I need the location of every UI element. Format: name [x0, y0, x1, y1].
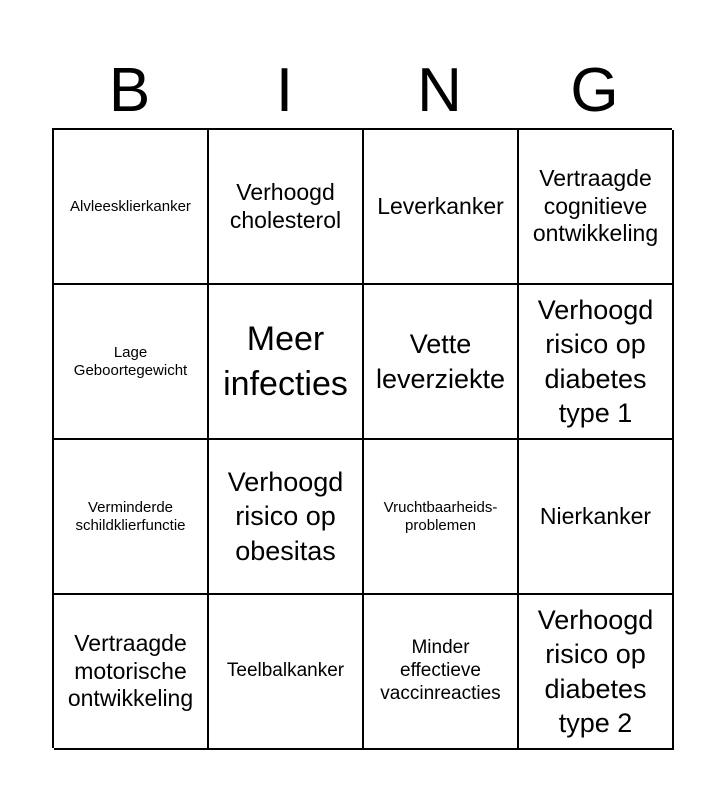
bingo-cell[interactable]: [364, 440, 519, 595]
cell-label: Vruchtbaarheids-problemen: [383, 498, 498, 534]
header-letter-b: B: [108, 56, 151, 125]
bingo-cell[interactable]: [54, 440, 209, 595]
bingo-cell[interactable]: [54, 285, 209, 440]
cell-label: Vette leverziekte: [375, 329, 506, 394]
bingo-cell[interactable]: [209, 130, 364, 285]
cell-label: Alvleesklierkanker: [70, 197, 191, 215]
cell-label: Leverkanker: [377, 192, 504, 219]
bingo-board: [52, 128, 672, 748]
bingo-cell[interactable]: [519, 440, 674, 595]
cell-label: Verhoogd risico op obesitas: [227, 467, 344, 566]
cell-label: Minder effectieve vaccinreacties: [380, 637, 501, 704]
header-letter-n: N: [417, 56, 462, 125]
bingo-cell[interactable]: [54, 595, 209, 750]
bingo-cell[interactable]: [364, 595, 519, 750]
cell-label: Verhoogd cholesterol: [229, 178, 342, 233]
cell-label: Verhoogd risico op diabetes type 1: [537, 294, 654, 428]
bingo-cell[interactable]: [519, 595, 674, 750]
cell-label: Meer infecties: [223, 320, 348, 403]
cell-label: Teelbalkanker: [226, 660, 345, 682]
bingo-cell[interactable]: [364, 130, 519, 285]
header-letter-g: G: [570, 56, 619, 125]
bingo-cell[interactable]: [209, 285, 364, 440]
bingo-cell[interactable]: [209, 440, 364, 595]
cell-label: Nierkanker: [539, 502, 652, 529]
cell-label: Vertraagde cognitieve ontwikkeling: [532, 165, 659, 247]
cell-label: Verminderde schildklierfunctie: [75, 498, 186, 534]
bingo-cell[interactable]: [364, 285, 519, 440]
bingo-cell[interactable]: [209, 595, 364, 750]
header-letter-i: I: [275, 56, 294, 125]
cell-label: Verhoogd risico op diabetes type 2: [537, 604, 654, 738]
bingo-cell[interactable]: [519, 285, 674, 440]
cell-label: Vertraagde motorische ontwikkeling: [67, 630, 194, 712]
cell-label: Lage Geboortegewicht: [73, 343, 188, 379]
bingo-cell[interactable]: [519, 130, 674, 285]
bingo-header: [52, 50, 672, 128]
bingo-cell[interactable]: [54, 130, 209, 285]
